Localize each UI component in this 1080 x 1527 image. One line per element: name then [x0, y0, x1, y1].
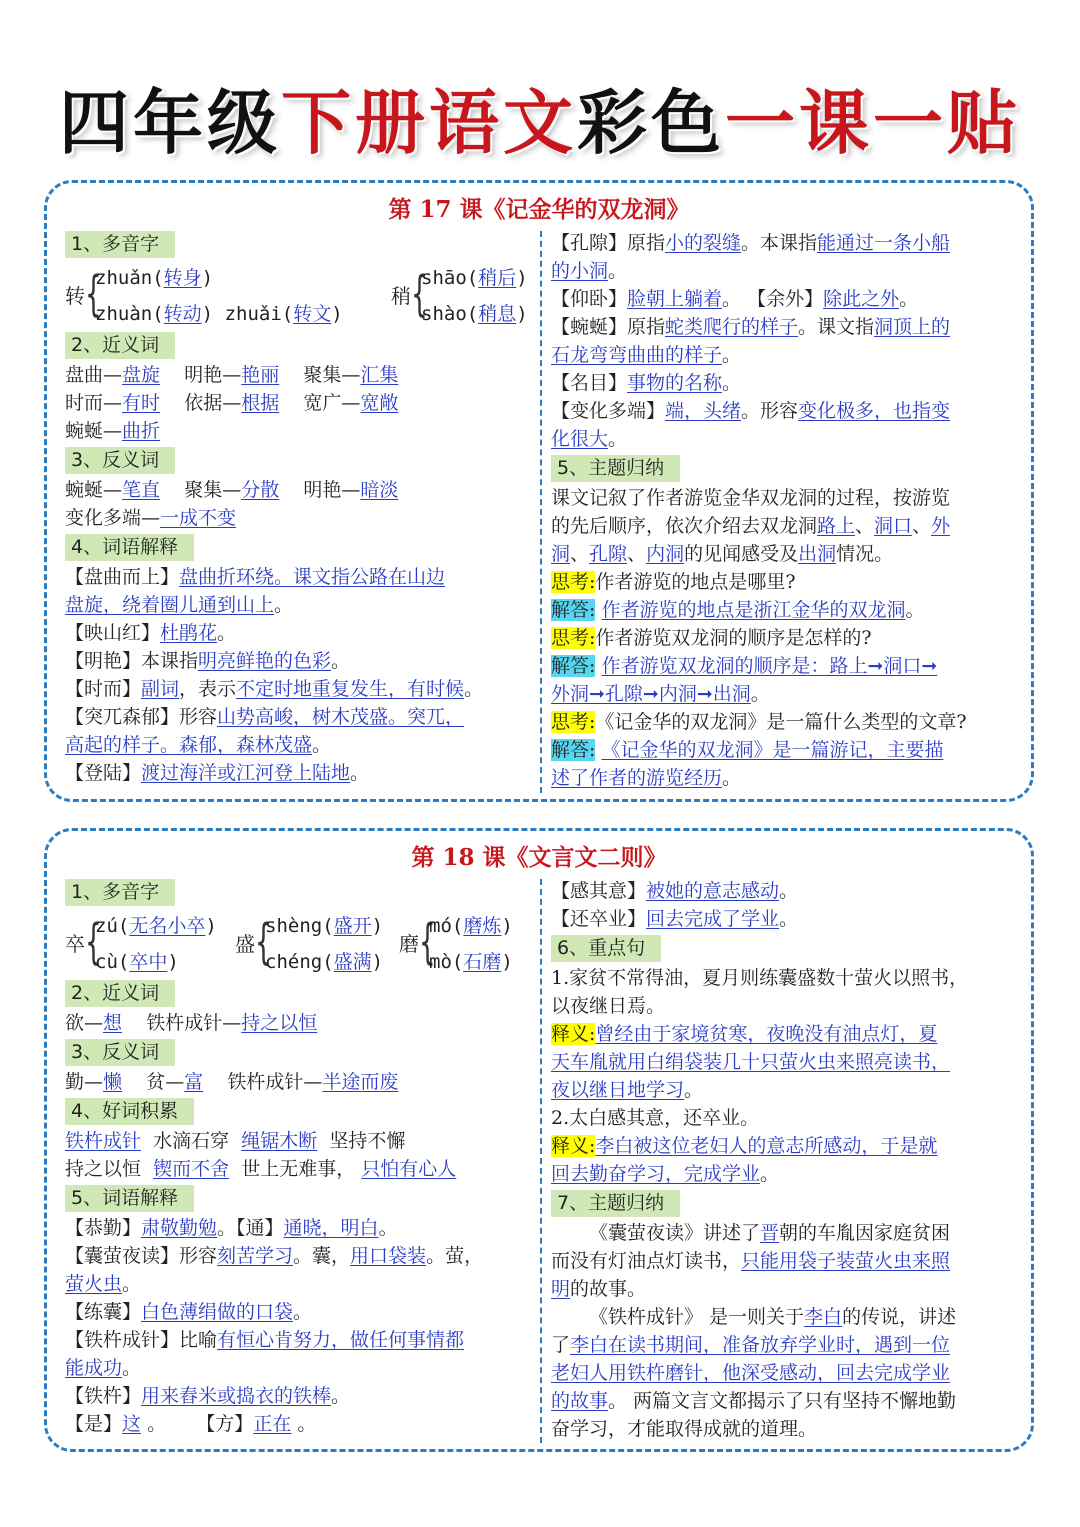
theme-text: 洞、孔隙、内洞的见闻感受及出洞情况。: [551, 543, 894, 565]
answer-label: 解答:: [551, 739, 596, 761]
theme-text: 的故事。 两篇文言文都揭示了只有坚持不懈地勤: [551, 1390, 957, 1412]
polyphone-char: 盛: [235, 932, 255, 956]
explanation-line: 释义:曾经由于家境贫寒，夜晚没有油点灯，夏: [551, 1023, 938, 1045]
question-line: 思考:《记金华的双龙洞》是一篇什么类型的文章?: [551, 711, 967, 733]
theme-text: 老妇人用铁杵磨针，他深受感动，回去完成学业: [551, 1362, 951, 1384]
title-part-2: 下册语文: [281, 82, 577, 164]
page-title: [0, 78, 1080, 168]
definition-line: 【盘曲而上】盘曲折环绕。课文指公路在山边: [65, 566, 446, 588]
definition-line: 能成功。: [65, 1357, 142, 1379]
section-heading: 3、反义词: [65, 447, 175, 474]
lesson-18-heading: 第 18 课《文言文二则》: [411, 844, 667, 871]
definition-line: 【登陆】渡过海洋或江河登上陆地。: [65, 762, 370, 784]
synonym-line: 蜿蜒—曲折: [65, 420, 161, 442]
lesson-17-card: [44, 180, 1034, 802]
definition-line: 【时而】副词，表示不定时地重复发生，有时候。: [65, 678, 484, 700]
answer-label: 解答:: [551, 599, 596, 621]
section-heading: 1、多音字: [65, 879, 175, 906]
polyphone-char: 转: [65, 284, 85, 308]
section-heading: 4、词语解释: [65, 534, 194, 561]
antonym-line: 勤—懒 贫—富 铁杵成针—半途而废: [65, 1071, 399, 1093]
good-words-line: 铁杵成针 水滴石穿 绳锯木断 坚持不懈: [65, 1130, 406, 1152]
answer-line: 解答: 《记金华的双龙洞》是一篇游记，主要描: [551, 739, 944, 761]
section-heading: 2、近义词: [65, 332, 175, 359]
definition-line: 【感其意】被她的意志感动。: [551, 880, 799, 902]
definition-line: 【还卒业】回去完成了学业。: [551, 908, 799, 930]
lesson-17-left-column: [65, 229, 533, 787]
theme-text: 课文记叙了作者游览金华双龙洞的过程，按游览: [551, 487, 951, 509]
answer-line: 述了作者的游览经历。: [551, 767, 742, 789]
brace-icon: {: [85, 266, 102, 322]
theme-text: 《铁杵成针》 是一则关于李白的传说，讲述: [589, 1306, 957, 1328]
section-heading: 5、词语解释: [65, 1185, 194, 1212]
polyphone-char: 稍: [391, 284, 411, 308]
polyphone-reading: mó(磨炼): [429, 915, 513, 937]
definition-line: 【蜿蜒】原指蛇类爬行的样子。课文指洞顶上的: [551, 316, 951, 338]
title-part-1: 四年级: [59, 82, 281, 164]
definition-line: 【孔隙】原指小的裂缝。本课指能通过一条小船: [551, 232, 951, 254]
polyphone-reading: shāo(稍后): [421, 267, 528, 289]
explanation-label: 释义:: [551, 1023, 596, 1045]
definition-line: 【是】这 。 【方】正在 。: [65, 1413, 317, 1435]
synonym-line: 盘曲—盘旋 明艳—艳丽 聚集—汇集: [65, 364, 399, 386]
section-heading: 7、主题归纳: [551, 1190, 680, 1217]
lesson-18-card: [44, 828, 1034, 1452]
synonym-line: 时而—有时 依据—根据 宽广—宽敞: [65, 392, 399, 414]
section-heading: 3、反义词: [65, 1039, 175, 1066]
polyphone-reading: shào(稍息): [421, 303, 528, 325]
explanation-line: 夜以继日地学习。: [551, 1079, 704, 1101]
lesson-17-right-column: [551, 229, 1019, 792]
definition-line: 【铁杵】用来舂米或捣衣的铁棒。: [65, 1385, 351, 1407]
section-heading: 4、好词积累: [65, 1098, 194, 1125]
polyphone-char: 卒: [65, 932, 85, 956]
definition-line: 【突兀森郁】形容山势高峻，树木茂盛。突兀，: [65, 706, 465, 728]
question-label: 思考:: [551, 627, 596, 649]
polyphone-reading: shèng(盛开): [265, 915, 384, 937]
polyphone-char: 磨: [399, 932, 419, 956]
definition-line: 【练囊】白色薄绢做的口袋。: [65, 1301, 313, 1323]
synonym-line: 欲—想 铁杵成针—持之以恒: [65, 1012, 318, 1034]
explanation-label: 释义:: [551, 1135, 596, 1157]
definition-line: 高起的样子。森郁，森林茂盛。: [65, 734, 332, 756]
question-label: 思考:: [551, 571, 596, 593]
polyphone-reading: mò(石磨): [429, 951, 513, 973]
key-sentence: 2.太白感其意，还卒业。: [551, 1107, 760, 1129]
definition-line: 【囊萤夜读】形容刻苦学习。囊，用口袋装。萤，: [65, 1245, 484, 1267]
key-sentence: 1.家贫不常得油，夏月则练囊盛数十萤火以照书，: [551, 967, 969, 989]
definition-line: 石龙弯弯曲曲的样子。: [551, 344, 742, 366]
section-heading: 5、主题归纳: [551, 455, 680, 482]
definition-line: 盘旋，绕着圈儿通到山上。: [65, 594, 294, 616]
explanation-line: 释义:李白被这位老妇人的意志所感动，于是就: [551, 1135, 938, 1157]
section-heading: 6、重点句: [551, 935, 661, 962]
column-divider: [540, 231, 542, 793]
lesson-18-right-column: [551, 877, 1019, 1443]
key-sentence: 以夜继日焉。: [551, 995, 666, 1017]
theme-text: 《囊萤夜读》讲述了晋朝的车胤因家庭贫困: [589, 1222, 951, 1244]
polyphone-reading: zhuàn(转动) zhuǎi(转文): [95, 303, 343, 325]
theme-text: 明的故事。: [551, 1278, 647, 1300]
definition-line: 【恭勤】肃敬勤勉。【通】通晓，明白。: [65, 1217, 398, 1239]
definition-line: 【映山红】杜鹃花。: [65, 622, 237, 644]
answer-line: 外洞➞孔隙➞内洞➞出洞。: [551, 683, 770, 705]
polyphone-block: [65, 260, 533, 330]
definition-line: 的小洞。: [551, 260, 628, 282]
brace-icon: {: [255, 914, 272, 970]
title-part-4: 一课一贴: [725, 82, 1021, 164]
explanation-line: 回去勤奋学习，完成学业。: [551, 1163, 780, 1185]
answer-label: 解答:: [551, 655, 596, 677]
title-part-3: 彩色: [577, 82, 725, 164]
good-words-line: 持之以恒 锲而不舍 世上无难事， 只怕有心人: [65, 1158, 457, 1180]
brace-icon: {: [411, 266, 428, 322]
definition-line: 【仰卧】脸朝上躺着。 【余外】除此之外。: [551, 288, 919, 310]
answer-line: 解答: 作者游览双龙洞的顺序是：路上➞洞口➞: [551, 655, 938, 677]
antonym-line: 蜿蜒—笔直 聚集—分散 明艳—暗淡: [65, 479, 399, 501]
definition-line: 【明艳】本课指明亮鲜艳的色彩。: [65, 650, 351, 672]
question-line: 思考:作者游览双龙洞的顺序是怎样的?: [551, 627, 872, 649]
theme-text: 而没有灯油点灯读书，只能用袋子装萤火虫来照: [551, 1250, 951, 1272]
theme-text: 了李白在读书期间，准备放弃学业时，遇到一位: [551, 1334, 951, 1356]
brace-icon: {: [85, 914, 102, 970]
answer-line: 解答: 作者游览的地点是浙江金华的双龙洞。: [551, 599, 925, 621]
polyphone-reading: zú(无名小卒): [95, 915, 217, 937]
section-heading: 1、多音字: [65, 231, 175, 258]
brace-icon: {: [419, 914, 436, 970]
definition-line: 【铁杵成针】比喻有恒心肯努力，做任何事情都: [65, 1329, 465, 1351]
theme-text: 奋学习，才能取得成就的道理。: [551, 1418, 818, 1440]
polyphone-block: [65, 908, 533, 978]
definition-line: 【变化多端】端，头绪。形容变化极多，也指变: [551, 400, 951, 422]
definition-line: 萤火虫。: [65, 1273, 142, 1295]
antonym-line: 变化多端—一成不变: [65, 507, 237, 529]
definition-line: 【名目】事物的名称。: [551, 372, 742, 394]
explanation-line: 天车胤就用白绢袋装几十只萤火虫来照亮读书，: [551, 1051, 951, 1073]
definition-line: 化很大。: [551, 428, 628, 450]
polyphone-reading: cù(卒中): [95, 951, 179, 973]
polyphone-reading: chéng(盛满): [265, 951, 384, 973]
lesson-17-heading: 第 17 课《记金华的双龙洞》: [388, 196, 690, 223]
polyphone-reading: zhuǎn(转身): [95, 267, 214, 289]
column-divider: [540, 879, 542, 1443]
question-label: 思考:: [551, 711, 596, 733]
section-heading: 2、近义词: [65, 980, 175, 1007]
question-line: 思考:作者游览的地点是哪里?: [551, 571, 796, 593]
theme-text: 的先后顺序，依次介绍去双龙洞路上、洞口、外: [551, 515, 951, 537]
lesson-18-left-column: [65, 877, 533, 1438]
